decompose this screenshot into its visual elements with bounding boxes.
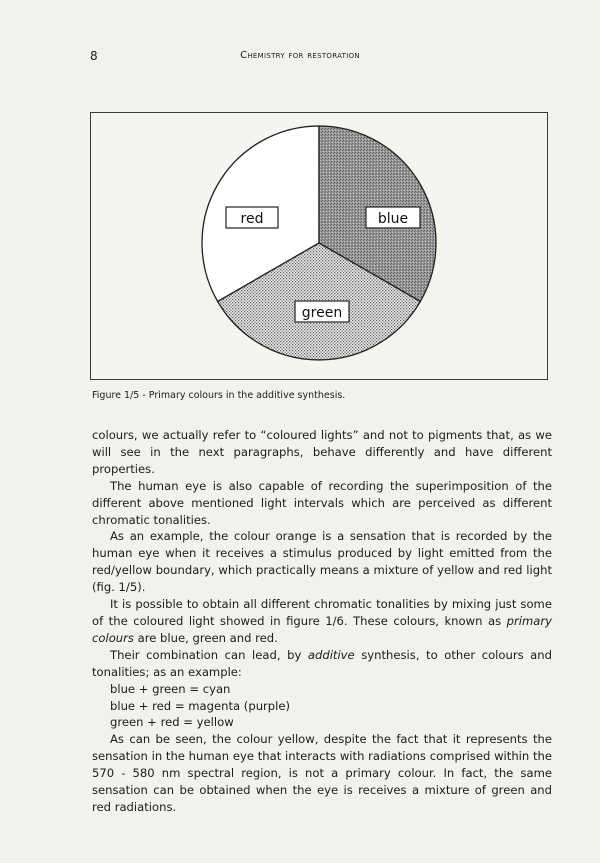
figure-pie-chart [90, 112, 548, 380]
paragraph-2: The human eye is also capable of recording the superimposition of the different above mentioned light intervals which are perceived as different chromatic tonalities. [92, 478, 552, 527]
paragraph-5-text-a: Their combination can lead, by [110, 647, 308, 662]
equation-cyan: blue + green = cyan [110, 681, 231, 696]
paragraph-5 [92, 647, 552, 681]
figure-caption: Figure 1/5 - Primary colours in the additive synthesis. [92, 390, 346, 401]
paragraph-4-text-a: It is possible to obtain all different chromatic tonalities by mixing just some of the coloured light showed in figure 1/6. These colours, known as [92, 597, 552, 628]
label-red-text: red [240, 211, 264, 227]
paragraph-4 [92, 596, 552, 647]
equation-magenta: blue + red = magenta (purple) [110, 698, 291, 713]
running-title: Chemistry for restoration [240, 50, 360, 61]
label-green [295, 301, 349, 322]
label-green-text: green [301, 305, 343, 321]
equation-yellow: green + red = yellow [110, 715, 234, 730]
additive-emphasis: additive [307, 647, 355, 662]
label-blue-text: blue [377, 211, 409, 227]
primary-colours-emphasis: primary colours [92, 613, 552, 645]
paragraph-5-text-b: synthesis, to other colours and tonalities; as an example: [92, 647, 552, 679]
paragraph-1: colours, we actually refer to “coloured lights” and not to pigments that, as we will see in the next paragraphs, behave differently and have different properties. [92, 428, 552, 476]
body-text [92, 427, 552, 816]
paragraph-6: As can be seen, the colour yellow, despite the fact that it represents the sensation in the human eye that interacts with radiations comprised within the 570 - 580 nm spectral region, is not a primary colour. In fact, the same sensation can be obtained when the eye is receives a mixture of green and red radiations. [92, 732, 552, 814]
page-number: 8 [90, 49, 98, 63]
paragraph-4-text-b: are blue, green and red. [133, 630, 278, 645]
pie-chart-svg [91, 113, 547, 379]
label-red [226, 207, 278, 228]
paragraph-3: As an example, the colour orange is a sensation that is recorded by the human eye when it receives a stimulus produced by light emitted from the red/yellow boundary, which practically means a mixture of yellow and red light (fig. 1/5). [92, 529, 552, 595]
label-blue [366, 207, 420, 228]
